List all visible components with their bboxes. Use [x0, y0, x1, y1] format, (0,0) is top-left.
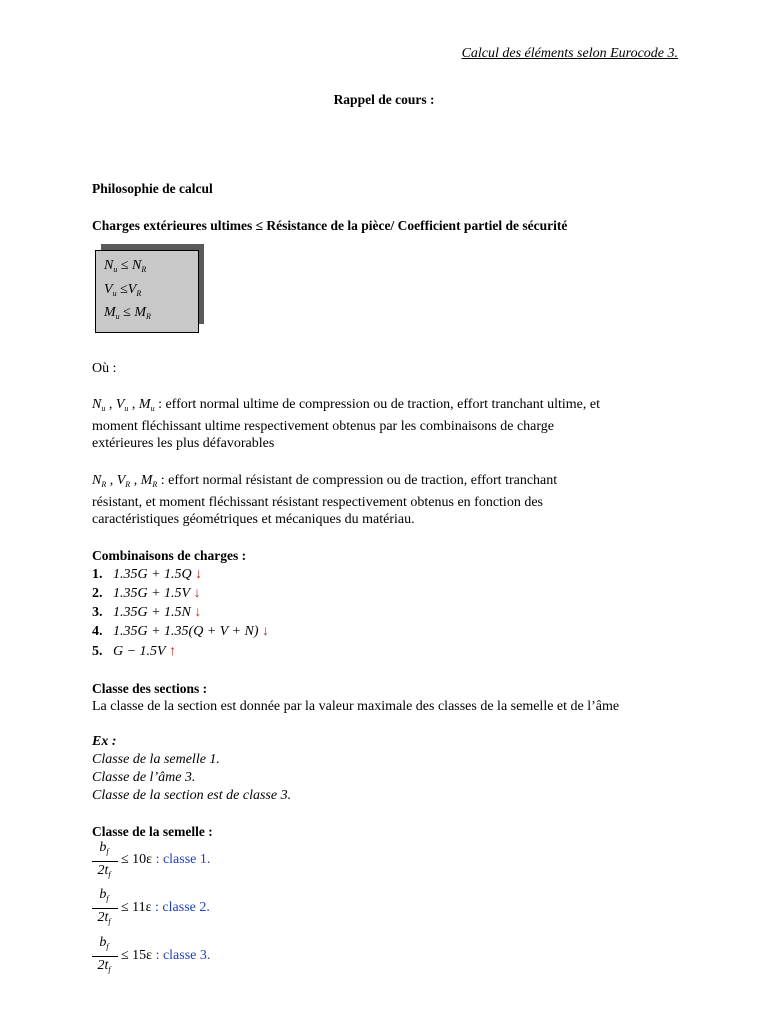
- section-heading-classe-sections: Classe des sections :: [92, 681, 208, 696]
- arrow-down-icon: ↓: [193, 586, 201, 601]
- inequality-moment: $M_u \le M_R$: [104, 305, 151, 321]
- fraction-numerator: $b_f$: [99, 887, 109, 903]
- combination-item: 5. G − 1.5V ↑: [92, 644, 177, 659]
- class-condition: ≤ 15ε : classe 3.: [121, 948, 211, 963]
- fraction-denominator: $2t_f$: [97, 863, 111, 879]
- section-heading-philosophie: Philosophie de calcul: [92, 181, 213, 196]
- example-line: Classe de l’âme 3.: [92, 770, 196, 785]
- arrow-down-icon: ↓: [262, 624, 270, 639]
- section-heading-classe-semelle: Classe de la semelle :: [92, 824, 213, 839]
- def-ultime-line1: $N_u$ , $V_u$ , $M_u$ : effort normal ultime de compression ou de traction, effort tranchant ultime, et: [92, 397, 600, 413]
- arrow-down-icon: ↓: [195, 567, 203, 582]
- def-ultime-line2: moment fléchissant ultime respectivement obtenus par les combinaisons de charge: [92, 419, 554, 434]
- page-title: Rappel de cours :: [333, 92, 435, 107]
- section-heading-combinaisons: Combinaisons de charges :: [92, 548, 247, 563]
- class-condition: ≤ 10ε : classe 1.: [121, 852, 211, 867]
- combination-item: 3. 1.35G + 1.5N ↓: [92, 605, 202, 620]
- combination-item: 2. 1.35G + 1.5V ↓: [92, 586, 201, 601]
- inequality-normal: $N_u \le N_R$: [104, 258, 147, 274]
- document-header: Calcul des éléments selon Eurocode 3.: [461, 46, 678, 61]
- def-resist-line2: résistant, et moment fléchissant résistant respectivement obtenus en fonction des: [92, 495, 543, 510]
- fraction-denominator: $2t_f$: [97, 958, 111, 974]
- def-resist-line3: caractéristiques géométriques et mécaniques du matériau.: [92, 512, 415, 527]
- classe-sections-text: La classe de la section est donnée par la valeur maximale des classes de la semelle et de l’âme: [92, 699, 620, 714]
- fraction-numerator: $b_f$: [99, 840, 109, 856]
- example-line: Classe de la semelle 1.: [92, 752, 220, 767]
- example-line: Classe de la section est de classe 3.: [92, 788, 292, 803]
- fraction-bar: [92, 908, 118, 909]
- class-condition: ≤ 11ε : classe 2.: [121, 900, 210, 915]
- arrow-up-icon: ↑: [169, 644, 177, 659]
- fraction-denominator: $2t_f$: [97, 910, 111, 926]
- principle-statement: Charges extérieures ultimes ≤ Résistance de la pièce/ Coefficient partiel de sécurité: [92, 218, 568, 233]
- fraction-numerator: $b_f$: [99, 935, 109, 951]
- def-ultime-line3: extérieures les plus défavorables: [92, 436, 275, 451]
- def-resist-line1: $N_R$ , $V_R$ , $M_R$ : effort normal résistant de compression ou de traction, effort tranchant: [92, 473, 558, 489]
- combination-item: 4. 1.35G + 1.35(Q + V + N) ↓: [92, 624, 270, 639]
- inequality-shear: $V_u \le V_R$: [104, 282, 142, 298]
- ou-label: Où :: [92, 361, 117, 376]
- arrow-down-icon: ↓: [194, 605, 202, 620]
- fraction-bar: [92, 956, 118, 957]
- fraction-bar: [92, 861, 118, 862]
- combination-item: 1. 1.35G + 1.5Q ↓: [92, 567, 203, 582]
- example-heading: Ex :: [92, 734, 117, 749]
